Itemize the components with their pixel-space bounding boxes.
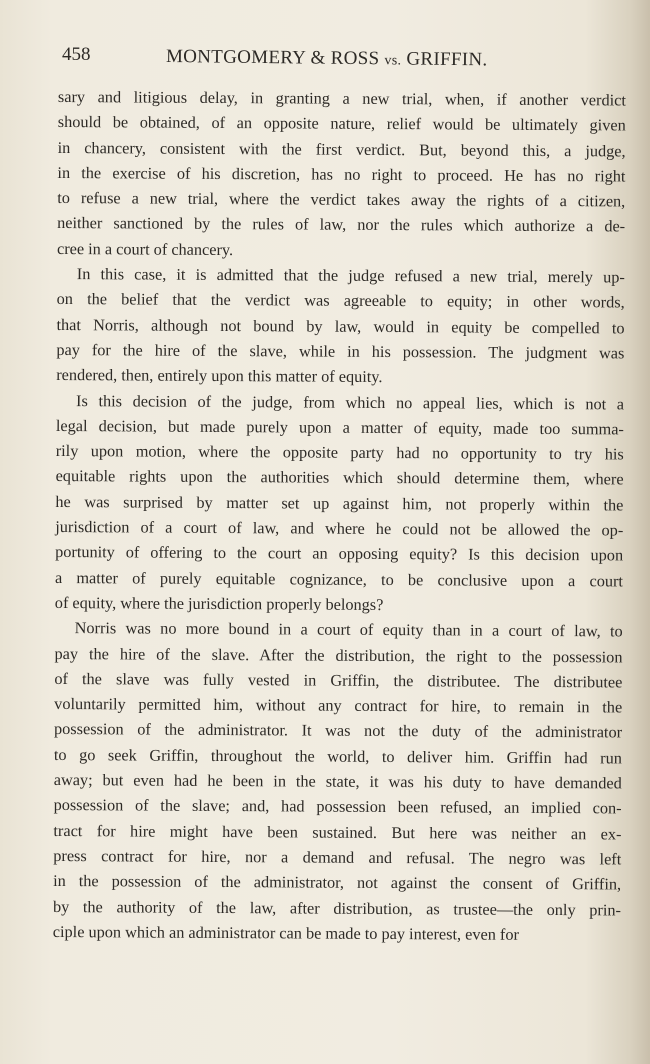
text-line: possession of the administrator. It was not the duty of the administrator [54,719,623,742]
text-line: press contract for hire, nor a demand and refusal. The negro was left [53,845,622,869]
text-line: possession of the slave; and, had possession been refused, an implied con- [53,795,622,818]
paragraph [53,615,623,947]
text-line: on the belief that the verdict was agreeable to equity; in other words, [56,289,625,312]
text-line: of the slave was fully vested in Griffin, the distributee. The distributee [54,668,623,692]
text-line: portunity of offering to the court an opposing equity? Is this decision upon [55,542,624,565]
text-line: by the authority of the law, after distribution, as trustee—the only prin- [52,896,622,919]
text-line: tract for hire might have been sustained. But here was neither an ex- [53,820,622,844]
text-line: that Norris, although not bound by law, would in equity be compelled to [56,314,625,338]
text-line: in the exercise of his discretion, has no right to proceed. He has no right [57,162,626,186]
text-line: pay for the hire of the slave, while in his possession. The judgment was [56,339,625,363]
running-title-vs: vs. [384,53,402,69]
text-line: of equity, where the jurisdiction properly belongs? [54,592,384,614]
text-line: pay the hire of the slave. After the distribution, the right to the possession [54,643,623,666]
paragraph [55,388,624,619]
text-line: should be obtained, of an opposite nature, relief would be ultimately given [57,112,626,135]
page-number: 458 [62,44,91,65]
text-line: he was surprised by matter set up against him, not properly within the [55,491,624,515]
text-line: sary and litigious delay, in granting a new trial, when, if another verdict [57,86,626,110]
text-line: ciple upon which an administrator can be made to pay interest, even for [52,921,519,944]
running-title [166,46,488,71]
text-line: a matter of purely equitable cognizance, to be conclusive upon a court [54,567,624,591]
running-title-main: MONTGOMERY & ROSS [165,46,380,70]
text-line: In this case, it is admitted that the judge refused a new trial, merely up- [76,264,625,287]
text-line: rily upon motion, where the opposite party had no opportunity to try his [55,441,624,464]
text-line: to refuse a new trial, where the verdict takes away the rights of a citizen, [57,188,626,211]
text-line: legal decision, but made purely upon a matter of equity, made too summa- [55,415,624,439]
page-body [53,84,626,948]
text-line: Norris was no more bound in a court of equity than in a court of law, to [74,618,623,641]
text-line: rendered, then, entirely upon this matter of equity. [56,365,383,387]
text-line: Is this decision of the judge, from which no appeal lies, which is not a [76,390,625,414]
text-line: in the possession of the administrator, not against the consent of Griffin, [53,871,622,894]
paragraph [56,261,625,391]
running-title-end: GRIFFIN. [406,48,488,71]
text-line: equitable rights upon the authorities which should determine them, where [55,466,624,489]
text-line: neither sanctioned by the rules of law, nor the rules which authorize a de- [57,213,626,236]
paragraph [57,84,626,265]
running-header [62,44,622,72]
text-line: in chancery, consistent with the first verdict. But, beyond this, a judge, [57,137,626,161]
text-line: cree in a court of chancery. [56,238,234,259]
text-line: to go seek Griffin, throughout the world, to deliver him. Griffin had run [53,744,622,768]
text-line: voluntarily permitted him, without any contract for hire, to remain in the [54,694,623,717]
text-line: jurisdiction of a court of law, and where he could not be allowed the op- [55,517,624,540]
text-line: away; but even had he been in the state, it was his duty to have demanded [53,770,622,793]
